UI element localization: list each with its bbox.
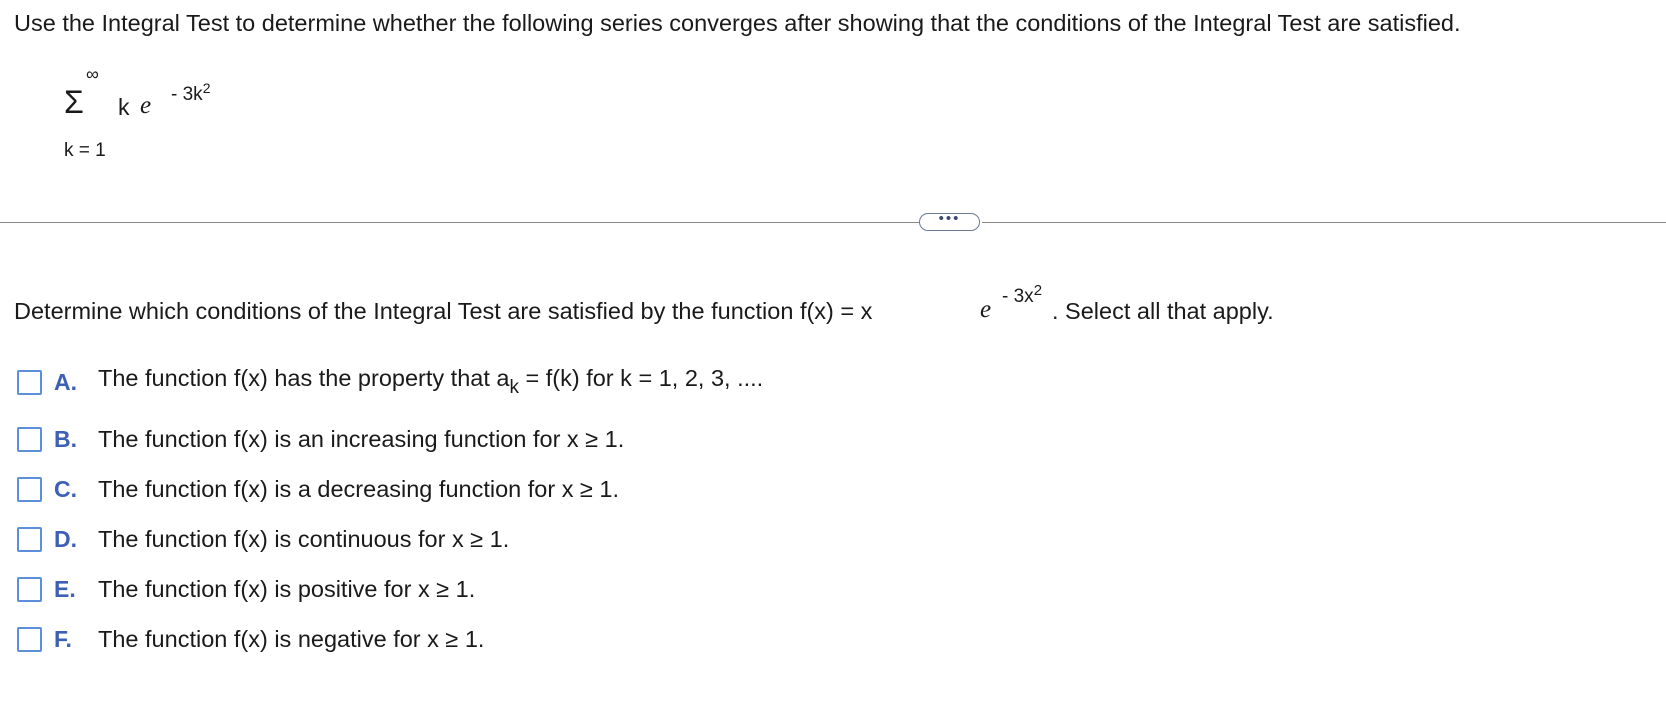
divider-right (982, 222, 1666, 223)
option-c[interactable] (17, 472, 917, 506)
question-text: Determine which conditions of the Integral Test are satisfied by the function f(x) = x (14, 298, 873, 324)
question-prompt (14, 282, 1414, 328)
option-c-text: The function f(x) is a decreasing function for x ≥ 1. (98, 475, 620, 502)
option-f-text: The function f(x) is negative for x ≥ 1. (98, 625, 485, 652)
expand-button[interactable] (919, 210, 980, 231)
option-e-text: The function f(x) is positive for x ≥ 1. (98, 575, 476, 602)
option-d-letter: D. (54, 525, 77, 552)
option-a-letter: A. (54, 368, 77, 395)
sigma-lower-limit: k = 1 (64, 140, 106, 161)
option-b-text: The function f(x) is an increasing function for x ≥ 1. (98, 425, 625, 452)
sigma-upper-limit: ∞ (86, 64, 99, 84)
divider-left (0, 222, 920, 223)
series-term-e: e (140, 92, 152, 119)
option-a-text-before: The function f(x) has the property that a (98, 365, 510, 391)
question-exponent (1002, 282, 1042, 308)
series-exponent-base: - 3k (171, 84, 203, 105)
series-expression (56, 64, 316, 174)
instruction-text: Use the Integral Test to determine whether the following series converges after showing that the conditions of the Integral Test are satisfied. (14, 10, 1461, 36)
question-exponent-power: 2 (1033, 282, 1043, 299)
option-b[interactable] (17, 422, 917, 456)
option-c-checkbox[interactable] (17, 477, 42, 502)
option-a[interactable] (17, 365, 917, 399)
option-a-subscript: k (509, 377, 519, 398)
option-b-letter: B. (54, 425, 77, 452)
option-d-text: The function f(x) is continuous for x ≥ 1. (98, 525, 510, 552)
option-b-checkbox[interactable] (17, 427, 42, 452)
option-a-text-after: = f(k) for k = 1, 2, 3, .... (518, 365, 764, 391)
series-exponent-power: 2 (202, 80, 211, 96)
option-d[interactable] (17, 522, 917, 556)
option-f-letter: F. (54, 625, 72, 652)
option-e-checkbox[interactable] (17, 577, 42, 602)
question-e: e (980, 296, 992, 323)
option-e-letter: E. (54, 575, 76, 602)
option-c-letter: C. (54, 475, 77, 502)
question-tail: . Select all that apply. (1052, 298, 1274, 324)
option-f-checkbox[interactable] (17, 627, 42, 652)
option-f[interactable] (17, 622, 917, 656)
ellipsis-icon: ••• (938, 210, 961, 227)
series-exponent (171, 80, 210, 106)
option-a-checkbox[interactable] (17, 370, 42, 395)
option-d-checkbox[interactable] (17, 527, 42, 552)
question-exponent-base: - 3x (1002, 286, 1034, 307)
option-e[interactable] (17, 572, 917, 606)
option-a-text (98, 365, 763, 399)
sigma-symbol: Σ (64, 84, 84, 120)
series-term-k: k (118, 94, 130, 120)
